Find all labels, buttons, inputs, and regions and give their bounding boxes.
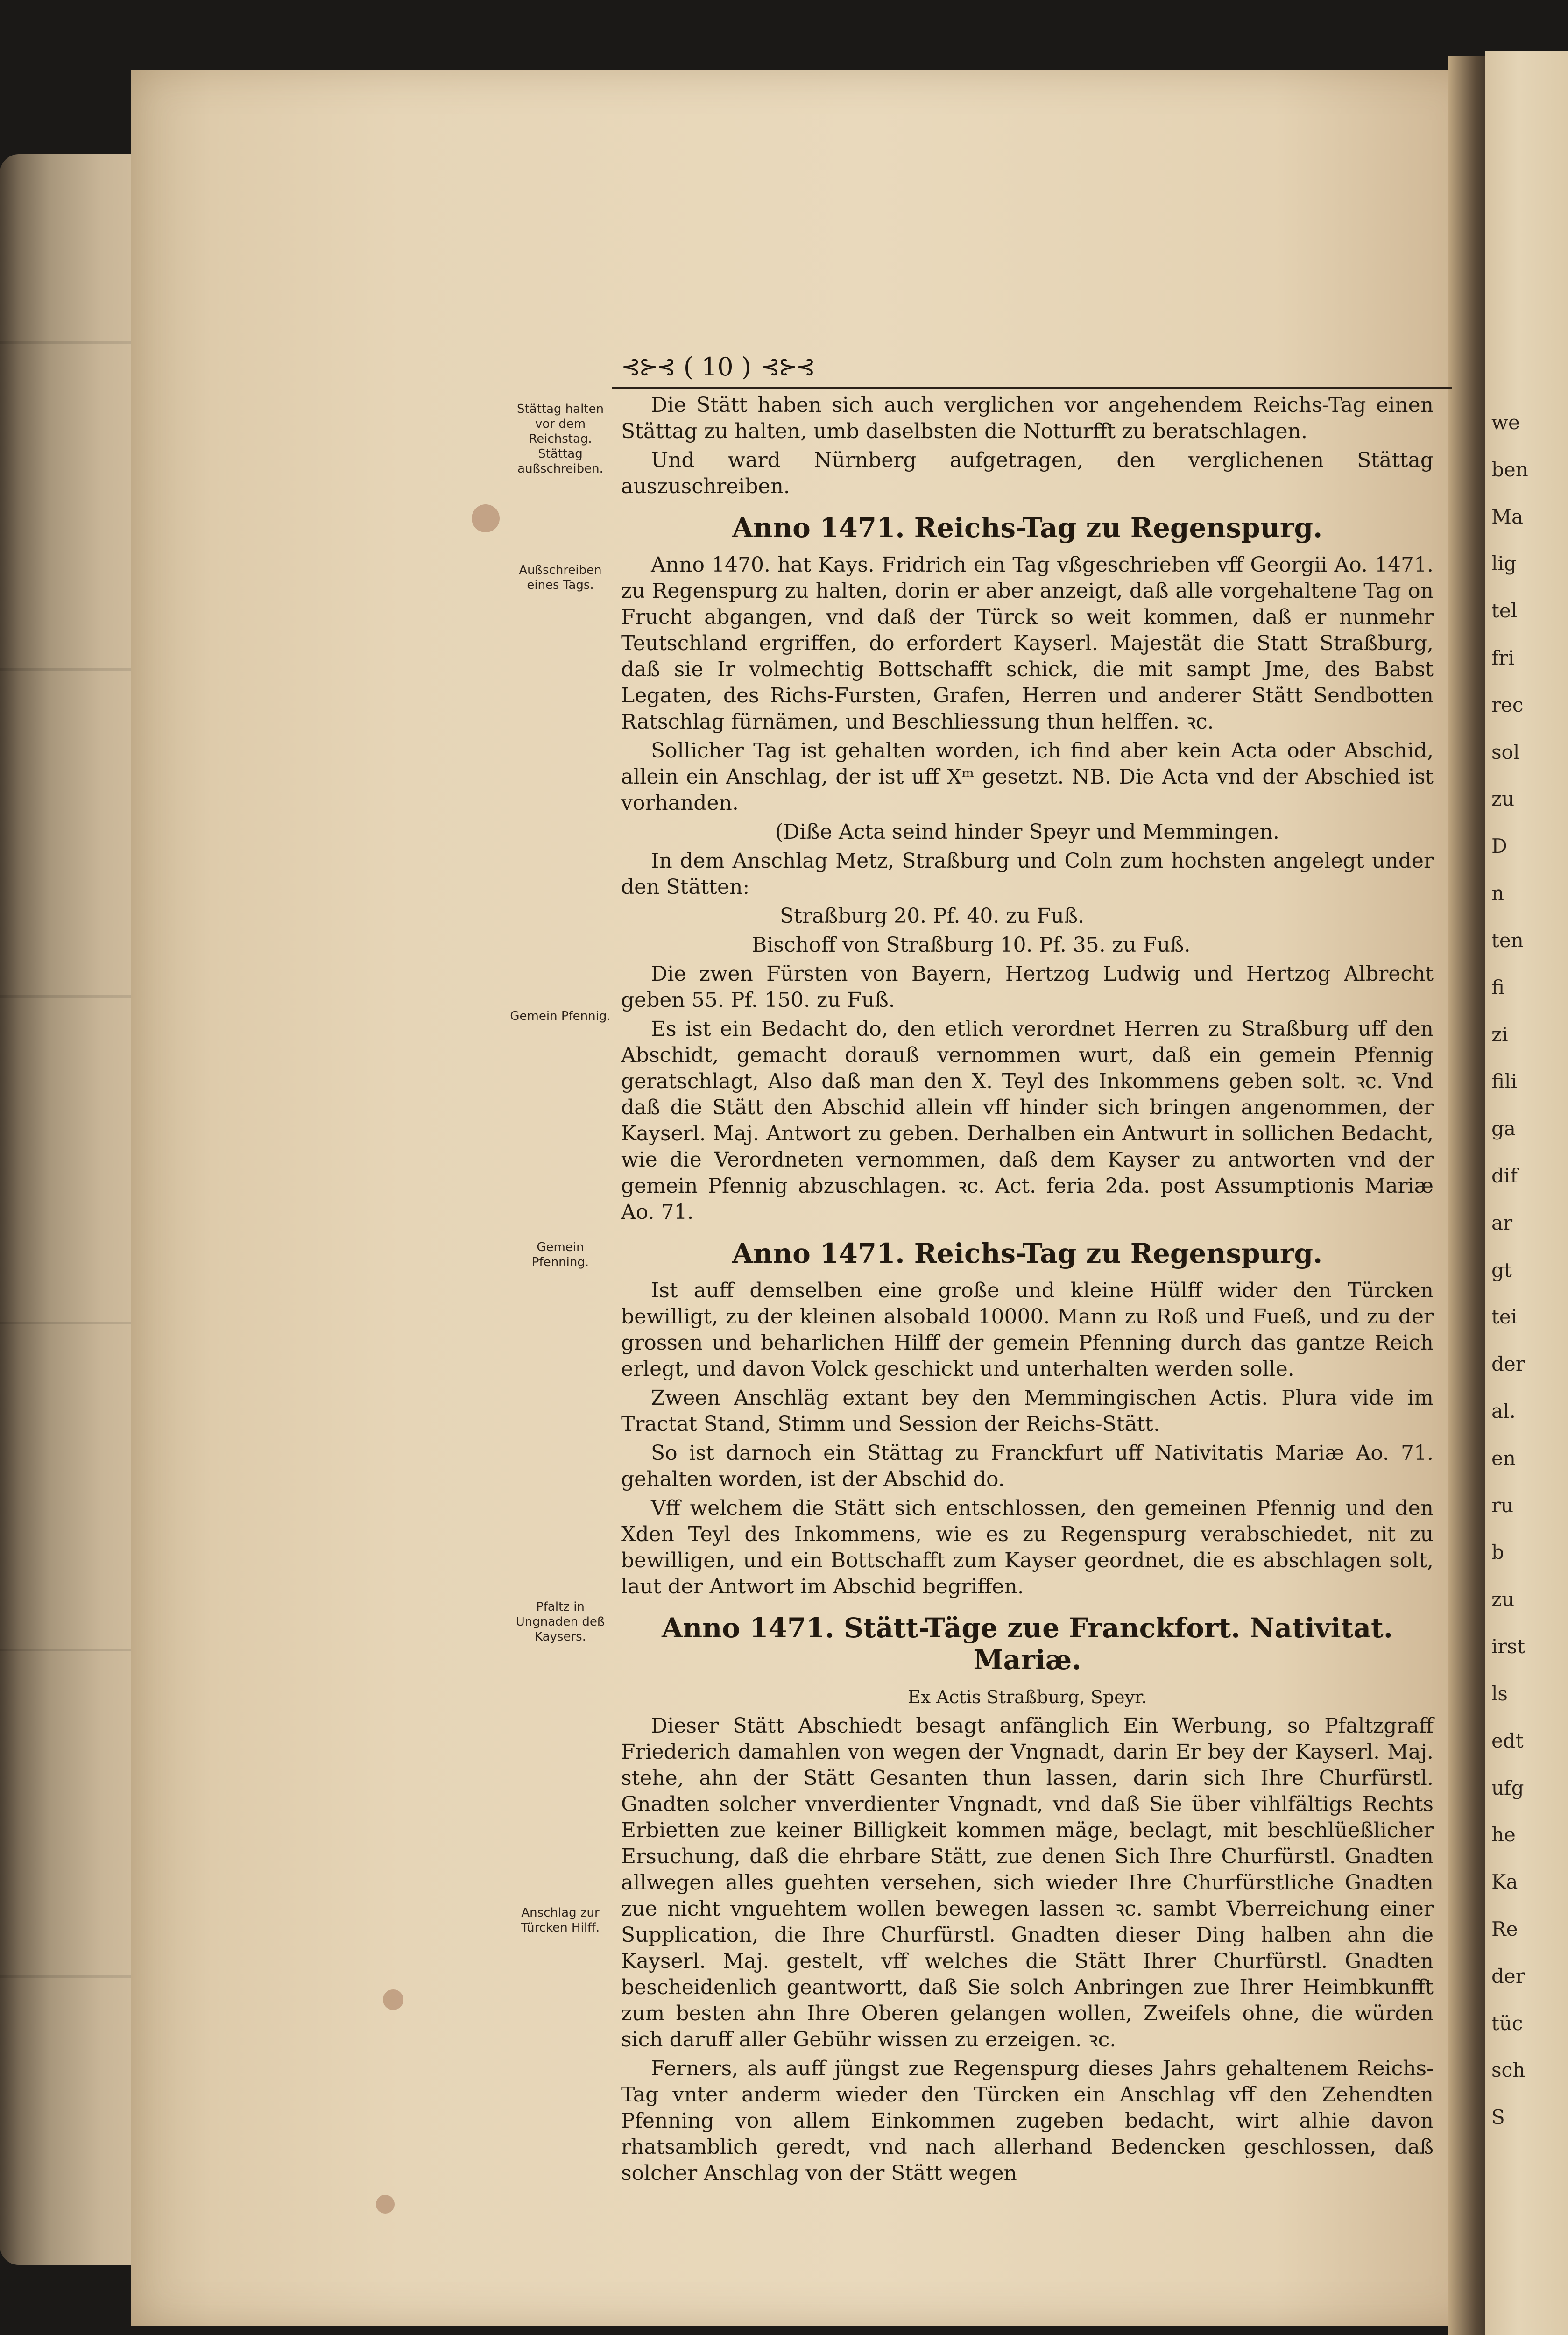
paragraph: Vff welchem die Stätt sich entschlossen, den gemeinen Pfennig und den Xden Teyl des Inkommens, wie es zu Regenspurg verabschiedet, nit zu bewilligen, und ein Bottschafft zum Kayser geordnet, die es abschlagen solt, laut der Antwort im Abschid begriffen. bbox=[621, 1496, 1434, 1599]
facing-page-fragment: Ma bbox=[1491, 505, 1524, 528]
facing-page-fragment: D bbox=[1491, 835, 1507, 858]
paragraph: So ist darnoch ein Stättag zu Franckfurt uff Nativitatis Mariæ Ao. 71. gehalten worden, ist der Abschid do. bbox=[621, 1441, 1434, 1491]
margin-note: Anschlag zur Türcken Hilff. bbox=[521, 1906, 600, 1935]
paragraph: Ex Actis Straßburg, Speyr. bbox=[907, 1687, 1147, 1707]
facing-page-fragment: we bbox=[1491, 411, 1520, 434]
paragraph: Straßburg 20. Pf. 40. zu Fuß. bbox=[780, 904, 1085, 928]
paragraph: Zween Anschläg extant bey den Memmingischen Actis. Plura vide im Tractat Stand, Stimm und Session der Reichs-Stätt. bbox=[621, 1386, 1434, 1436]
facing-page-fragment: S bbox=[1491, 2106, 1505, 2129]
facing-page-fragment: zu bbox=[1491, 1588, 1515, 1611]
facing-page-fragment: gt bbox=[1491, 1258, 1512, 1281]
facing-page-fragment: b bbox=[1491, 1541, 1504, 1564]
facing-page-fragment: ga bbox=[1491, 1117, 1516, 1140]
paragraph: Ist auff demselben eine große und kleine Hülff wider den Türcken bewilligt, zu der kleinen alsobald 10000. Mann zu Roß und Fueß, und zu der grossen und beharlichen Hilff der gemein Pfenning durch das gantze Reich erlegt, und davon Volck geschickt und unterhalten werden solle. bbox=[621, 1279, 1434, 1381]
facing-page-fragment: tei bbox=[1491, 1305, 1518, 1329]
facing-page-fragment: edt bbox=[1491, 1729, 1524, 1752]
facing-page-fragment: fri bbox=[1491, 646, 1515, 670]
stain-spot bbox=[383, 1989, 403, 2010]
facing-page-fragment: al. bbox=[1491, 1400, 1516, 1423]
header-ornament-right: ⊰⊱⊰ bbox=[760, 353, 814, 380]
paragraph: Die Stätt haben sich auch verglichen vor angehendem Reichs-Tag einen Stättag zu halten, umb daselbsten die Notturfft zu beratschlagen. bbox=[621, 393, 1434, 443]
facing-page-fragment: ten bbox=[1491, 928, 1524, 952]
paragraph: Bischoff von Straßburg 10. Pf. 35. zu Fuß. bbox=[752, 933, 1191, 957]
paragraph: Ferners, als auff jüngst zue Regenspurg dieses Jahrs gehaltenem Reichs-Tag vnter anderm wieder den Türcken ein Anschlag vff den Zehendten Pfenning von allem Einkommen zugeben bedacht, wirt alhie davon rhatsamblich geredt, vnd nach allerhand Bedencken geschlossen, daß solcher Anschlag von der Stätt wegen bbox=[621, 2057, 1434, 2185]
paragraph: (Diße Acta seind hinder Speyr und Memmingen. bbox=[775, 820, 1279, 844]
facing-page-fragment: zu bbox=[1491, 787, 1515, 811]
facing-page-fragment: lig bbox=[1491, 552, 1517, 575]
margin-note: Gemein Pfennig. bbox=[510, 1009, 611, 1023]
paragraph: In dem Anschlag Metz, Straßburg und Coln zum hochsten angelegt under den Stätten: bbox=[621, 849, 1434, 899]
facing-page-fragment: tüc bbox=[1491, 2011, 1523, 2035]
facing-page-fragment: en bbox=[1491, 1446, 1516, 1470]
facing-page-fragment: sch bbox=[1491, 2059, 1526, 2082]
stain-spot bbox=[472, 504, 500, 532]
facing-page-fragment: ru bbox=[1491, 1493, 1514, 1517]
header-ornament-left: ⊰⊱⊰ bbox=[621, 353, 674, 380]
facing-page-fragment: ls bbox=[1491, 1682, 1508, 1705]
facing-page-fragment: rec bbox=[1491, 693, 1524, 716]
facing-page-fragment: ufg bbox=[1491, 1776, 1524, 1799]
margin-note: Gemein Pfenning. bbox=[531, 1240, 589, 1269]
header-rule bbox=[612, 387, 1452, 389]
paragraph: Und ward Nürnberg aufgetragen, den verglichenen Stättag auszuschreiben. bbox=[621, 448, 1434, 498]
facing-page-fragment: ar bbox=[1491, 1211, 1513, 1234]
stain-spot bbox=[376, 2195, 395, 2214]
paragraph: Dieser Stätt Abschiedt besagt anfänglich Ein Werbung, so Pfaltzgraff Friederich damahlen von wegen der Vngnadt, darin Er bey der Kayserl. Maj. stehe, ahn der Stätt Gesanten thun lassen, darin sich Ihre Churfürstl. Gnadten solcher vnverdienter Vngnadt, vnd daß Sie über vihlfältigs Rechts Erbietten zue keiner Billigkeit kommen mäge, beclagt, mit beschlüeßlicher Ersuchung, daß die ehrbare Stätt, zue denen Sich Ihre Churfürstl. Gnadten allwegen alles guehten versehen, sich wieder Ihre Churfürstliche Gnadten zue nicht vnguehtem wollen bewegen lassen ꝛc. sambt Vberreichung einer Supplication, die Ihre Churfürstl. Gnadten dieser Ding halben ahn die Kayserl. Maj. gestelt, vff welches die Stätt Ihrer Churfürstl. Gnadten bescheidenlich geantwortt, daß Sie solch Anbringen zue Ihrer Heimbkunfft zum besten ahn Ihre Oberen gelangen wollen, Zweifels ohne, die würden sich daruff aller Gebühr wissen zu erzeigen. ꝛc. bbox=[621, 1714, 1434, 2052]
margin-note: Außschreiben eines Tags. bbox=[519, 563, 602, 592]
facing-page-fragment: tel bbox=[1491, 599, 1518, 623]
facing-page-fragment: dif bbox=[1491, 1164, 1518, 1187]
facing-page-fragment: fili bbox=[1491, 1070, 1517, 1093]
facing-page-fragment: he bbox=[1491, 1823, 1516, 1847]
facing-page-fragment: Re bbox=[1491, 1917, 1518, 1940]
facing-page-fragment: fi bbox=[1491, 976, 1505, 999]
facing-page-fragment: zi bbox=[1491, 1023, 1508, 1046]
margin-note: Stättag halten vor dem Reichstag. Stättag außschreiben. bbox=[516, 402, 604, 476]
facing-page-fragment: n bbox=[1491, 882, 1504, 905]
facing-page bbox=[1485, 51, 1568, 2335]
facing-page-fragment: der bbox=[1491, 1352, 1525, 1376]
page-body bbox=[621, 392, 1434, 2189]
facing-page-fragment: ben bbox=[1491, 458, 1528, 481]
paragraph: Es ist ein Bedacht do, den etlich verordnet Herren zu Straßburg uff den Abschidt, gemacht dorauß vernommen wurt, daß ein gemein Pfennig geratschlagt, Also daß man den X. Teyl des Inkommens geben solt. ꝛc. Vnd daß die Stätt den Abschid allein vff hinder sich bringen angenommen, der Kayserl. Maj. Antwort zu geben. Derhalben ein Antwurt in sollichen Bedacht, wie die Verordneten vernommen, daß dem Kayser zu antworten vnd der gemein Pfennig abzuschlagen. ꝛc. Act. feria 2da. post Assumptionis Mariæ Ao. 71. bbox=[621, 1017, 1434, 1224]
paragraph: Anno 1470. hat Kays. Fridrich ein Tag vßgeschrieben vff Georgii Ao. 1471. zu Regenspurg zu halten, dorin er aber anzeigt, daß alle vorgehaltene Tag on Frucht abgangen, vnd daß der Türck so weit kommen, daß er nunmehr Teutschland ergriffen, do erfordert Kayserl. Majestät die Statt Straßburg, daß sie Ir volmechtig Bottschafft schick, die mit sampt Jme, des Babst Legaten, des Richs-Fursten, Grafen, Herren und anderer Stätt Sendbotten Ratschlag fürnämen, und Beschliessung thun helffen. ꝛc. bbox=[621, 553, 1434, 734]
page-number: ( 10 ) bbox=[683, 352, 751, 382]
section-heading: Anno 1471. Stätt-Täge zue Franckfort. Nativitat. Mariæ. bbox=[661, 1612, 1393, 1676]
margin-note: Pfaltz in Ungnaden deß Kaysers. bbox=[516, 1600, 605, 1644]
facing-page-fragment: irst bbox=[1491, 1635, 1525, 1658]
page-header bbox=[612, 346, 1452, 388]
facing-page-fragment: sol bbox=[1491, 740, 1520, 764]
paragraph: Die zwen Fürsten von Bayern, Hertzog Ludwig und Hertzog Albrecht geben 55. Pf. 150. zu Fuß. bbox=[621, 962, 1434, 1012]
section-heading: Anno 1471. Reichs-Tag zu Regenspurg. bbox=[732, 512, 1323, 544]
facing-page-fragment: der bbox=[1491, 1964, 1525, 1988]
facing-page-fragment: Ka bbox=[1491, 1870, 1518, 1894]
paragraph: Sollicher Tag ist gehalten worden, ich find aber kein Acta oder Abschid, allein ein Anschlag, der ist uff Xᵐ gesetzt. NB. Die Acta vnd der Abschied ist vorhanden. bbox=[621, 739, 1434, 815]
section-heading: Anno 1471. Reichs-Tag zu Regenspurg. bbox=[732, 1238, 1323, 1269]
